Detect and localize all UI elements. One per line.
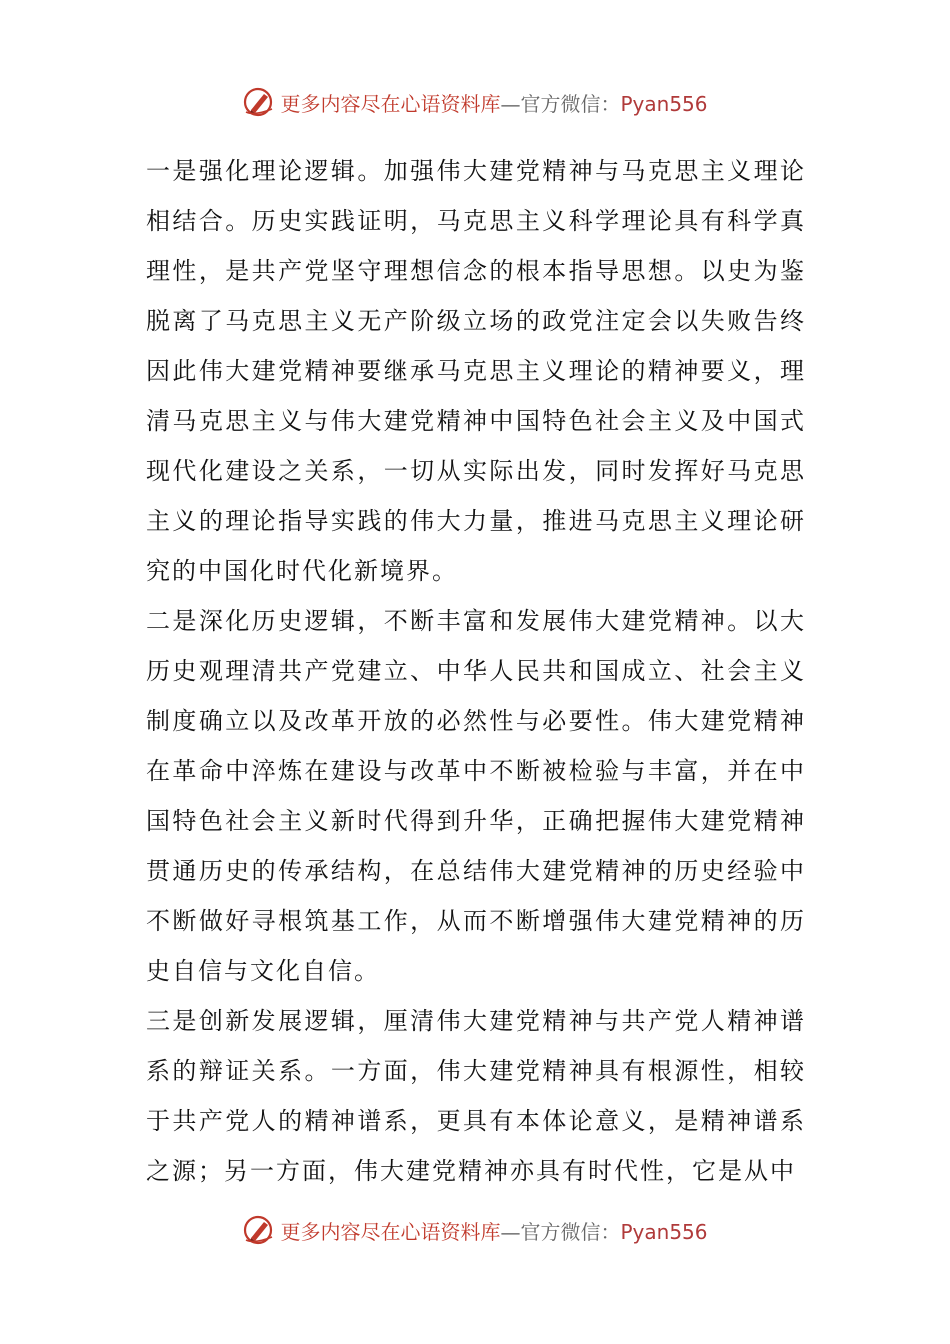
header-wechat-id: Pyan556 — [620, 91, 708, 116]
header-wechat-label: 官方微信： — [520, 91, 621, 116]
footer-banner-sep: — — [500, 1219, 521, 1244]
document-body — [146, 146, 806, 1196]
header-banner-main: 更多内容尽在心语资料库 — [280, 91, 501, 116]
pen-logo-icon — [242, 85, 276, 119]
footer-banner-text — [280, 1216, 707, 1245]
footer-banner-main: 更多内容尽在心语资料库 — [280, 1219, 501, 1244]
footer-wechat-label: 官方微信： — [520, 1219, 621, 1244]
header-banner — [0, 82, 950, 122]
pen-logo-icon — [242, 1213, 276, 1247]
paragraph-3: 三是创新发展逻辑，厘清伟大建党精神与共产党人精神谱系的辩证关系。一方面，伟大建党精神具有根源性，相较于共产党人的精神谱系，更具有本体论意义，是精神谱系之源；另一方面，伟大建党精神亦具有时代性，它是从中 — [146, 1007, 806, 1185]
footer-wechat-id: Pyan556 — [620, 1219, 708, 1244]
footer-banner — [0, 1210, 950, 1250]
paragraph-1: 一是强化理论逻辑。加强伟大建党精神与马克思主义理论相结合。历史实践证明，马克思主义科学理论具有科学真理性，是共产党坚守理想信念的根本指导思想。以史为鉴脱离了马克思主义无产阶级立场的政党注定会以失败告终因此伟大建党精神要继承马克思主义理论的精神要义，理清马克思主义与伟大建党精神中国特色社会主义及中国式现代化建设之关系，一切从实际出发，同时发挥好马克思主义的理论指导实践的伟大力量，推进马克思主义理论研究的中国化时代化新境界。 — [146, 157, 806, 585]
header-banner-sep: — — [500, 91, 521, 116]
header-banner-text — [280, 88, 707, 117]
paragraph-2: 二是深化历史逻辑，不断丰富和发展伟大建党精神。以大历史观理清共产党建立、中华人民共和国成立、社会主义制度确立以及改革开放的必然性与必要性。伟大建党精神在革命中淬炼在建设与改革中不断被检验与丰富，并在中国特色社会主义新时代得到升华，正确把握伟大建党精神贯通历史的传承结构，在总结伟大建党精神的历史经验中不断做好寻根筑基工作，从而不断增强伟大建党精神的历史自信与文化自信。 — [146, 607, 806, 985]
